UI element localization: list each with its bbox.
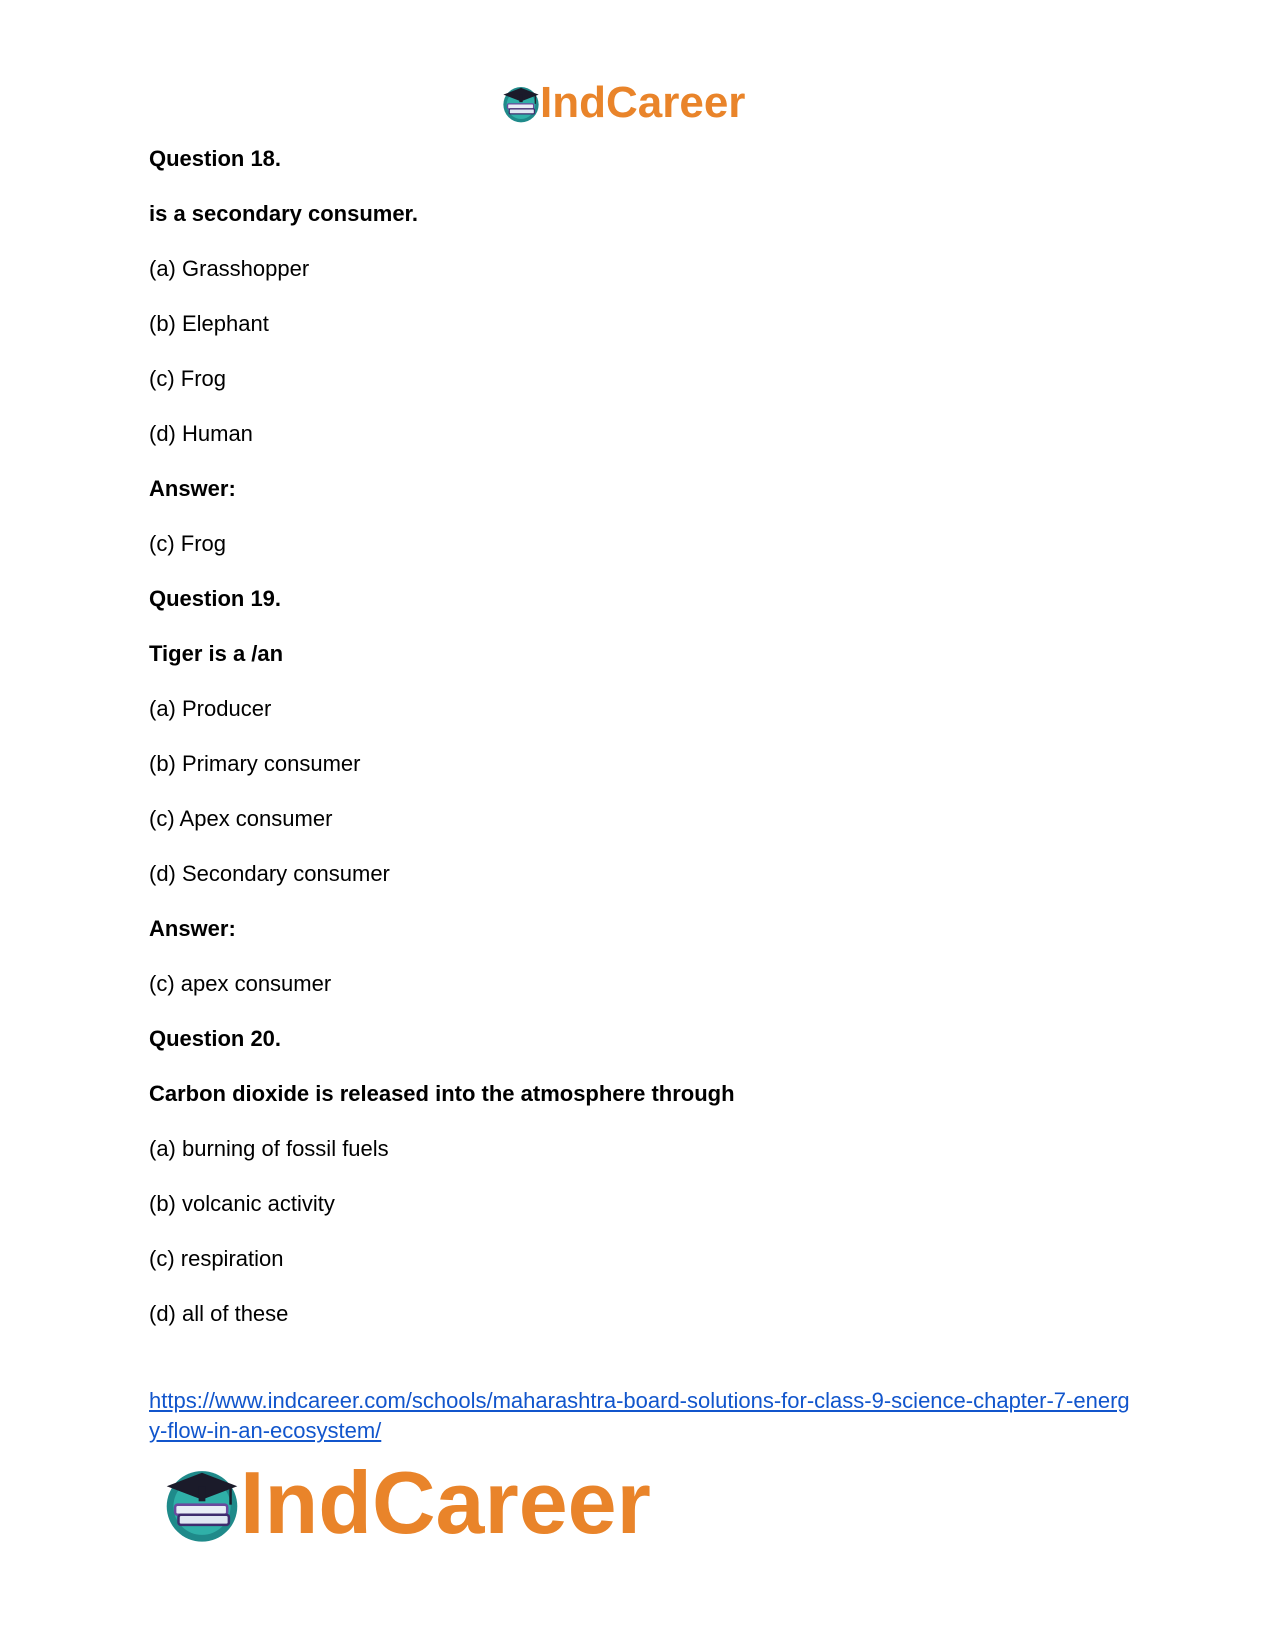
brand-wordmark: IndCareer	[540, 78, 746, 127]
graduation-cap-books-globe-icon	[500, 82, 542, 124]
brand-wordmark: IndCareer	[240, 1453, 651, 1552]
option-item: (a) Producer	[149, 696, 272, 721]
graduation-cap-books-globe-icon	[160, 1461, 244, 1545]
header-logo	[500, 80, 745, 126]
answer-text: (c) apex consumer	[149, 971, 332, 996]
option-item: (a) Grasshopper	[149, 256, 310, 281]
quiz-content	[149, 146, 1139, 1356]
footer-logo	[160, 1453, 651, 1552]
question-heading: Question 18.	[149, 146, 282, 171]
option-item: (b) Elephant	[149, 311, 269, 336]
option-item: (c) Apex consumer	[149, 806, 333, 831]
question-prompt: Carbon dioxide is released into the atmosphere through	[149, 1081, 735, 1106]
answer-text: (c) Frog	[149, 531, 226, 556]
option-item: (b) Primary consumer	[149, 751, 361, 776]
question-prompt: is a secondary consumer.	[149, 201, 419, 226]
answer-label: Answer:	[149, 916, 236, 941]
question-heading: Question 20.	[149, 1026, 282, 1051]
option-item: (c) respiration	[149, 1246, 284, 1271]
option-item: (a) burning of fossil fuels	[149, 1136, 389, 1161]
option-item: (d) all of these	[149, 1301, 289, 1326]
question-prompt: Tiger is a /an	[149, 641, 284, 666]
option-item: (d) Human	[149, 421, 253, 446]
option-item: (b) volcanic activity	[149, 1191, 335, 1216]
question-heading: Question 19.	[149, 586, 282, 611]
option-item: (c) Frog	[149, 366, 226, 391]
source-link[interactable]: https://www.indcareer.com/schools/maharashtra-board-solutions-for-class-9-science-chapter-7-energy-flow-in-an-ecosystem/	[149, 1388, 1130, 1443]
option-item: (d) Secondary consumer	[149, 861, 390, 886]
answer-label: Answer:	[149, 476, 236, 501]
